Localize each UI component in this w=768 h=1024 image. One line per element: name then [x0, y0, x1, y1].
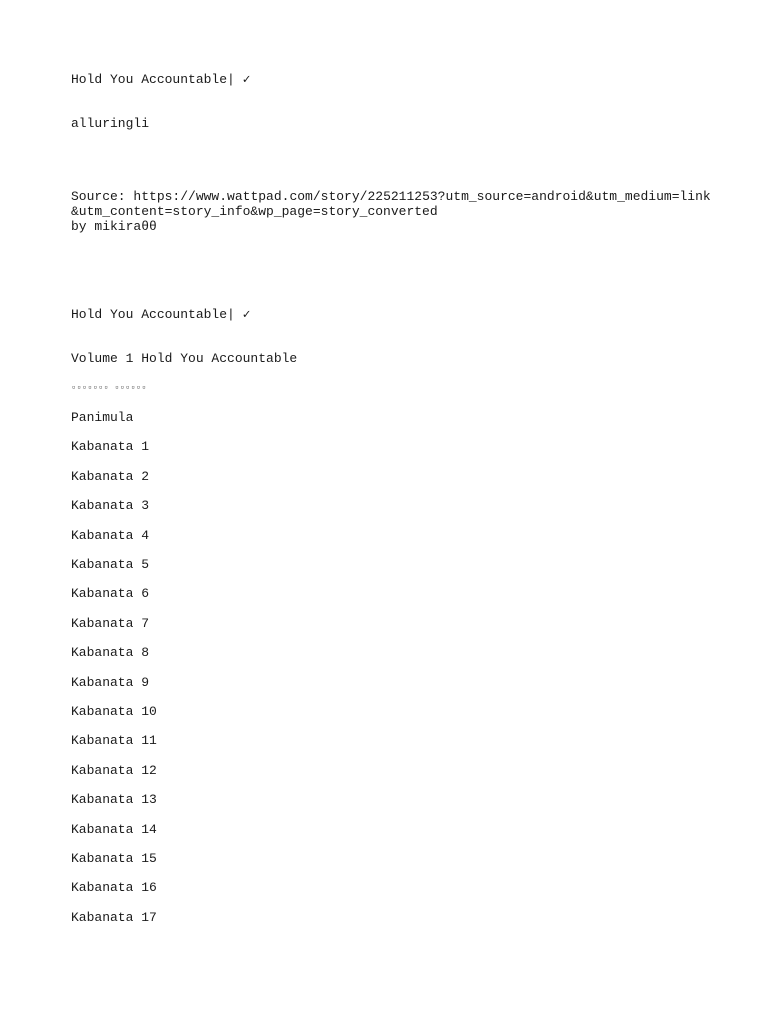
toc-item: Panimula — [71, 410, 134, 425]
source-block — [71, 189, 711, 219]
author-name: alluringli — [71, 116, 150, 131]
toc-item: Kabanata 7 — [71, 616, 150, 631]
toc-item: Kabanata 14 — [71, 822, 157, 837]
toc-item: Kabanata 12 — [71, 763, 157, 778]
toc-item: Kabanata 6 — [71, 586, 150, 601]
source-by-line: by mikiraθθ — [71, 219, 157, 234]
toc-item: Kabanata 1 — [71, 439, 150, 454]
source-url: https://www.wattpad.com/story/225211253?utm_source=android&utm_medium=link&utm_content=story_info&wp_page=story_converted — [71, 189, 711, 219]
toc-item: Kabanata 15 — [71, 851, 157, 866]
toc-item: Kabanata 17 — [71, 910, 157, 925]
story-title: Hold You Accountable| ✓ — [71, 72, 251, 87]
source-label: Source: — [71, 189, 134, 204]
story-title-repeat: Hold You Accountable| ✓ — [71, 307, 251, 322]
toc-item: Kabanata 3 — [71, 498, 150, 513]
toc-item: Kabanata 5 — [71, 557, 150, 572]
unrendered-glyphs: ▫▫▫▫▫▫▫ ▫▫▫▫▫▫ — [71, 383, 147, 393]
volume-heading: Volume 1 Hold You Accountable — [71, 351, 298, 366]
toc-item: Kabanata 8 — [71, 645, 150, 660]
toc-item: Kabanata 9 — [71, 675, 150, 690]
toc-item: Kabanata 16 — [71, 880, 157, 895]
toc-item: Kabanata 11 — [71, 733, 157, 748]
toc-item: Kabanata 10 — [71, 704, 157, 719]
toc-item: Kabanata 2 — [71, 469, 150, 484]
toc-item: Kabanata 4 — [71, 528, 150, 543]
toc-item: Kabanata 13 — [71, 792, 157, 807]
